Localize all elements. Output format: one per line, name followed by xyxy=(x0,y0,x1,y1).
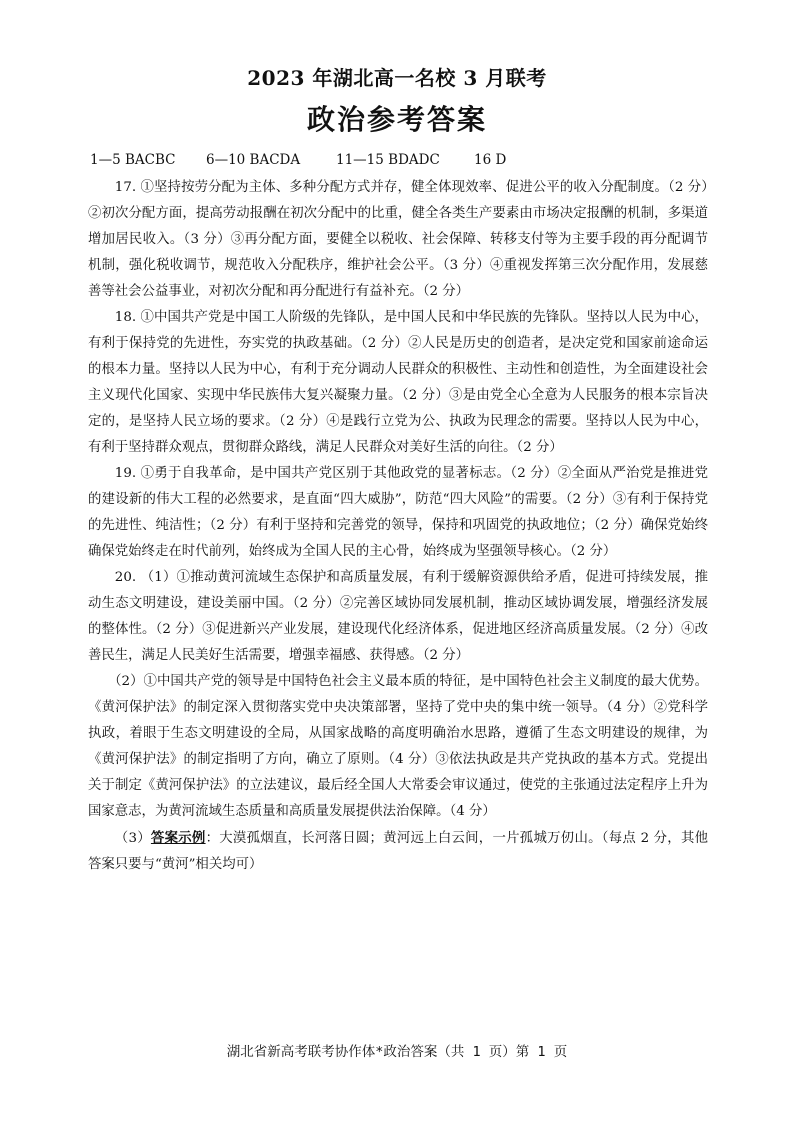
exam-title: 2023 年湖北高一名校 3 月联考 xyxy=(247,66,547,90)
answer-q20-part1: 20. （1）①推动黄河流域生态保护和高质量发展，有利于缓解资源供给矛盾，促进可持续发展，推动生态文明建设，建设美丽中国。（2 分）②完善区域协同发展机制，推动区域协调发展，增强经济发展的整体性。（2 分）③促进新兴产业发展，建设现代化经济体系，促进地区经济高质量发展。（2 分）④改善民生，满足人民美好生活需要，增强幸福感、获得感。（2 分） xyxy=(88,570,708,663)
answer-q20-part2: （2）①中国共产党的领导是中国特色社会主义最本质的特征，是中国特色社会主义制度的最大优势。《黄河保护法》的制定深入贯彻落实党中央决策部署，坚持了党中央的集中统一领导。（4 分）②党科学执政，着眼于生态文明建设的全局，从国家战略的高度明确治水思路，遵循了生态文明建设的规律，为《黄河保护法》的制定指明了方向，确立了原则。（4 分）③依法执政是共产党执政的基本方式。党提出关于制定《黄河保护法》的立法建议，最后经全国人大常委会审议通过，使党的主张通过法定程序上升为国家意志，为黄河流域生态质量和高质量发展提供法治保障。（4 分） xyxy=(88,674,708,819)
answer-example-label: 答案示例 xyxy=(150,830,206,846)
choice-answer-6-10: 6—10 BACDA xyxy=(206,152,301,168)
answer-q18: 18. ①中国共产党是中国工人阶级的先锋队，是中国人民和中华民族的先锋队。坚持以人民为中心，有利于保持党的先进性，夯实党的执政基础。（2 分）②人民是历史的创造者，是决定党和国家前途命运的根本力量。坚持以人民为中心，有利于充分调动人民群众的积极性、主动性和创造性，为全面建设社会主义现代化国家、实现中华民族伟大复兴凝聚力量。（2 分）③是由党全心全意为人民服务的根本宗旨决定的，是坚持人民立场的要求。（2 分）④是践行立党为公、执政为民理念的需要。坚持以人民为中心，有利于坚持群众观点，贯彻群众路线，满足人民群众对美好生活的向往。（2 分） xyxy=(88,310,708,455)
choice-answers xyxy=(90,152,506,168)
choice-answer-11-15: 11—15 BDADC xyxy=(336,152,440,168)
answer-q17: 17. ①坚持按劳分配为主体、多种分配方式并存，健全体现效率、促进公平的收入分配制度。（2 分）②初次分配方面，提高劳动报酬在初次分配中的比重，健全各类生产要素由市场决定报酬的机制，多渠道增加居民收入。（3 分）③再分配方面，要健全以税收、社会保障、转移支付等为主要手段的再分配调节机制，强化税收调节，规范收入分配秩序，维护社会公平。（3 分）④重视发挥第三次分配作用，发展慈善等社会公益事业，对初次分配和再分配进行有益补充。（2 分） xyxy=(88,180,708,299)
answer-content xyxy=(88,175,708,878)
answer-q19: 19. ①勇于自我革命，是中国共产党区别于其他政党的显著标志。（2 分）②全面从严治党是推进党的建设新的伟大工程的必然要求，是直面“四大威胁”，防范“四大风险”的需要。（2 分）③有利于保持党的先进性、纯洁性；（2 分）有利于坚持和完善党的领导，保持和巩固党的执政地位；（2 分）确保党始终确保党始终走在时代前列，始终成为全国人民的主心骨，始终成为坚强领导核心。（2 分） xyxy=(88,466,708,559)
choice-answer-1-5: 1—5 BACBC xyxy=(90,152,176,168)
answer-q20-part3-prefix: （3） xyxy=(114,831,151,846)
page-footer: 湖北省新高考联考协作体*政治答案（共 1 页）第 1 页 xyxy=(226,1044,568,1060)
answer-q20-part3 xyxy=(88,825,708,878)
answer-q20-part3-text: ：大漠孤烟直，长河落日圆；黄河远上白云间，一片孤城万仞山。（每点 2 分，其他答案只要与“黄河”相关均可） xyxy=(88,831,708,872)
choice-answer-16: 16 D xyxy=(474,152,507,168)
document-title: 政治参考答案 xyxy=(306,103,487,136)
